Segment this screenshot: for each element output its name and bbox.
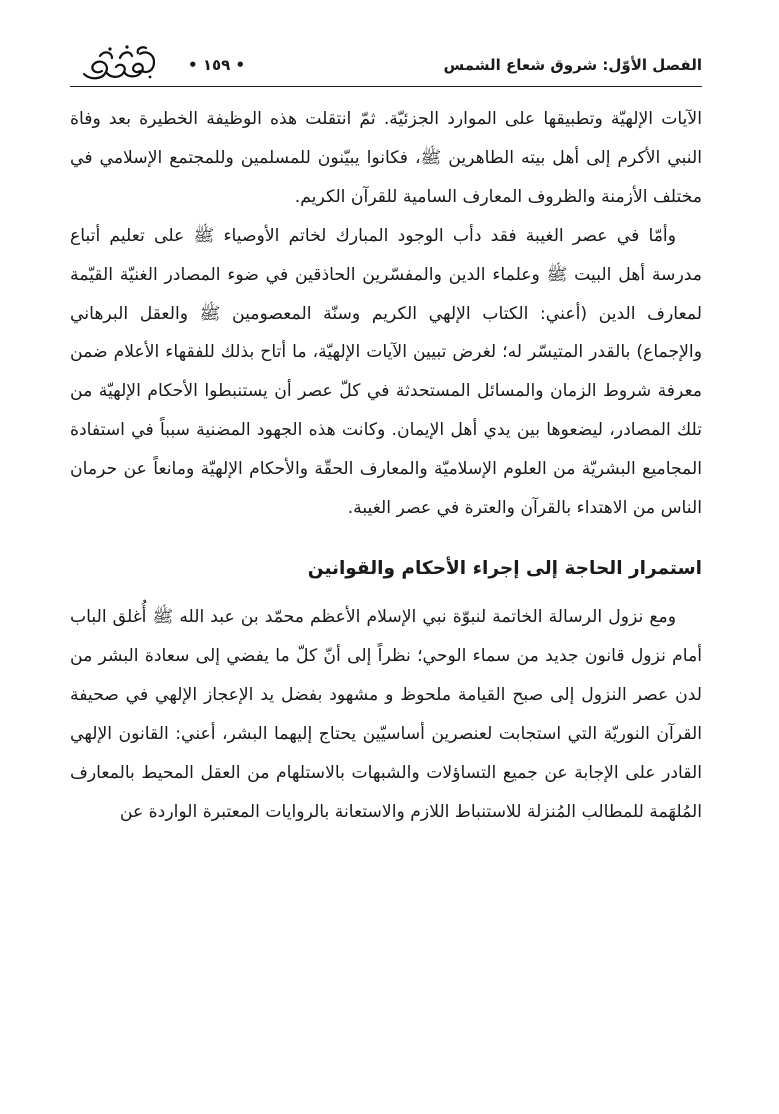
chapter-title: الفصل الأوّل: شروق شعاع الشمس [443,56,702,74]
paragraph: ومع نزول الرسالة الخاتمة لنبوّة نبي الإسلام الأعظم محمّد بن عبد الله ﷺ أُغلق الباب أمام نزول قانون جديد من سماء الوحي؛ نظراً إلى أنّ كلّ ما يفضي إلى سعادة البشر من لدن عصر النزول إلى صبح القيامة ملحوظ و مشهود بفضل يد الإعجاز الإلهي في صحيفة القرآن النوريّة التي استجابت لعنصرين أساسيّين يحتاج إليهما البشر، أعني: القانون الإلهي القادر على الإجابة عن جميع التساؤلات والشبهات بالاستلهام من العقل المحيط بالمعارف المُلهَمة للمطالب المُنزلة للاستنباط اللازم والاستعانة بالروايات المعتبرة الواردة عن [70,606,702,822]
paragraph: وأمّا في عصر الغيبة فقد دأب الوجود المبارك لخاتم الأوصياء ﷺ على تعليم أتباع مدرسة أهل البيت ﷺ وعلماء الدين والمفسّرين الحاذقين في ضوء المصادر الغنيّة القيّمة لمعارف الدين (أعني: الكتاب الإلهي الكريم وسنّة المعصومين ﷺ والعقل البرهاني والإجماع) بالقدر المتيسّر له؛ لغرض تبيين الآيات الإلهيّة، ما أتاح بذلك للفقهاء الأعلام ضمن معرفة شروط الزمان والمسائل المستحدثة في كلّ عصر أن يستنبطوا الأحكام الإلهيّة من تلك المصادر، ليضعوها بين يدي أهل الإيمان. وكانت هذه الجهود المضنية سبباً في استفادة المجاميع البشريّة من العلوم الإسلاميّة والمعارف الحقّة والأحكام الإلهيّة ومانعاً عن حرمان الناس من الاهتداء بالقرآن والعترة في عصر الغيبة. [70,225,702,519]
calligraphy-ornament-icon [80,44,158,82]
header-divider [70,86,702,87]
running-header [70,42,702,92]
paragraph: الآيات الإلهيّة وتطبيقها على الموارد الجزئيّة. ثمّ انتقلت هذه الوظيفة الخطيرة بعد وفاة النبي الأكرم إلى أهل بيته الطاهرين ﷺ، فكانوا يبيّنون للمسلمين وللمجتمع الإسلامي في مختلف الأزمنة والظروف المعارف السامية للقرآن الكريم. [70,109,702,207]
page-number: • ١٥٩ • [188,56,246,74]
body-text [70,100,702,831]
section-heading: استمرار الحاجة إلى إجراء الأحكام والقوانين [307,557,702,579]
